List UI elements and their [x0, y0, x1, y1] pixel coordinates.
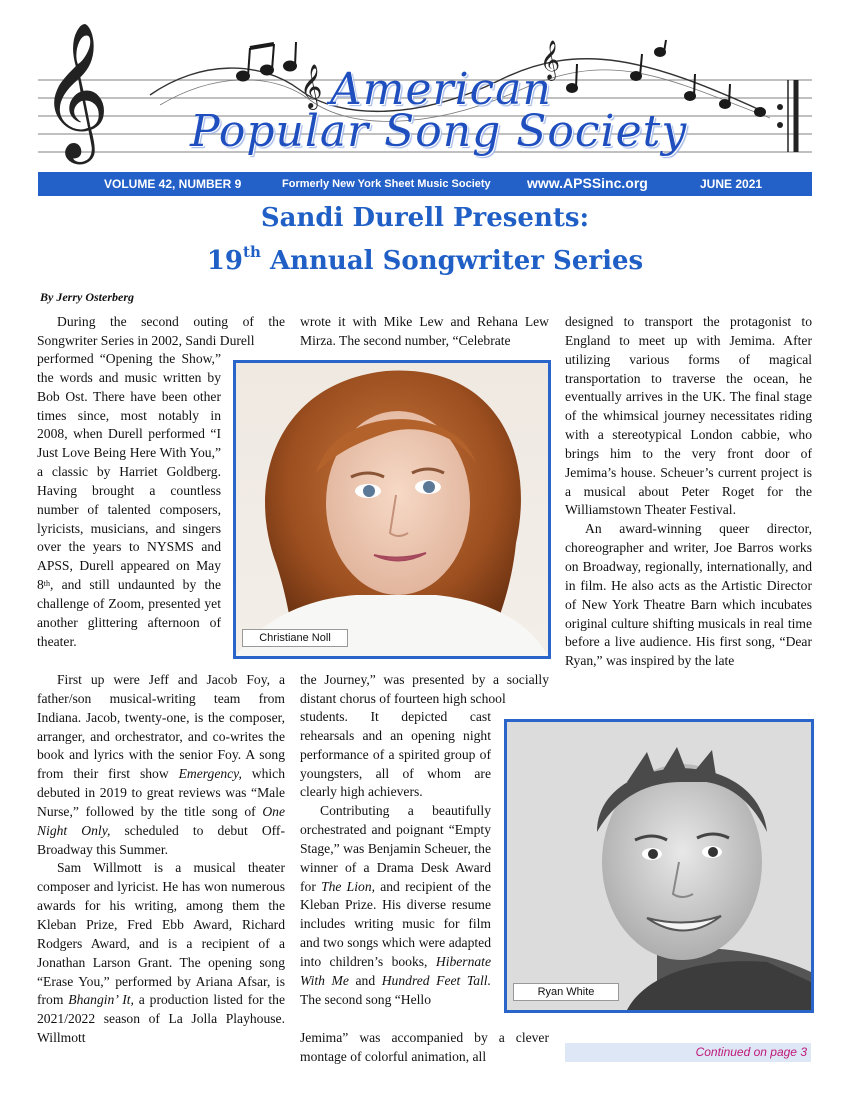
masthead-info-bar — [38, 172, 812, 196]
continued-text: Continued on page 3 — [695, 1045, 807, 1059]
photo-christiane-noll — [233, 360, 551, 659]
article-column-3: designed to transport the protagonist to England to meet up with Jemima. After utilizing various forms of magical transportation to traverse the ocean, he eventually arrives in the UK. The final stage of the whimsical journey necessitates riding with a stereotypical London cabbie, who brings him to the very front door of Jemima’s house. Scheuer’s current project is a musical about Peter Roget for the Williamstown Theater Festival. An award-winning queer director, choreographer and writer, Joe Barros works on Broadway, regionally, internationally, and in film. He also acts as the Artistic Director of New York Theatre Barn which incubates original culture shifting musicals in real time before a live audience. His first song, “Dear Ryan,” was inspired by the late — [565, 314, 812, 669]
treble-clef-icon: 𝄞 — [40, 20, 110, 158]
portrait-illustration-bw — [507, 722, 811, 1010]
article-column-1-bottom: First up were Jeff and Jacob Foy, a father/son musical-writing team from Indiana. Jacob, twenty-one, is the composer, arranger, and orchestrator, and co-writes the book and lyrics with the senior Foy. A song from their first show Emergency, which debuted in 2019 to great reviews was “Male Nurse,” followed by the title song of One Night Only, scheduled to debut Off-Broadway this Summer. Sam Willmott is a musical theater composer and lyricist. He has won numerous awards for his writing, among them the Kleban Prize, Fred Ebb Award, Richard Rodgers Award, and is a recipient of a Jonathan Larson Grant. The opening song “Erase You,” performed by Ariana Afsar, is from Bhangin’ It, a production listed for the 2021/2022 season of La Jolla Playhouse. Willmott — [37, 672, 286, 1046]
small-clef-icon-2: 𝄞 — [540, 40, 561, 80]
headline-number: 19 — [206, 246, 244, 276]
portrait-illustration — [236, 363, 548, 656]
article-column-2: students. It depicted cast rehearsals and an opening night performance of a spirited group of youngsters, all of whom are clearly high achievers. Contributing a beautifully orchestrated and poignant “Empty Stage,” was Benjamin Scheuer, the winner of a Drama Desk Award for The Lion, and recipient of the Kleban Prize. His diverse resume includes writing music for film and two songs which were adapted into children’s books, Hibernate With Me and Hundred Feet Tall. The second song “Hello — [300, 709, 491, 1007]
volume-number: VOLUME 42, NUMBER 9 — [104, 177, 242, 191]
article-column-2-mid: the Journey,” was presented by a socially distant chorus of fourteen high school — [300, 672, 549, 706]
headline-line1: Sandi Durell Presents: — [260, 203, 590, 233]
former-name: Formerly New York Sheet Music Society — [282, 178, 491, 190]
photo-ryan-white — [504, 719, 814, 1013]
caption-christiane-noll: Christiane Noll — [242, 629, 348, 647]
small-clef-icon: 𝄞 — [300, 64, 323, 108]
issue-date: JUNE 2021 — [700, 177, 763, 191]
byline: By Jerry Osterberg — [40, 290, 134, 304]
continued-link[interactable] — [565, 1043, 811, 1062]
caption-ryan-white: Ryan White — [513, 983, 619, 1001]
article-column-2-top: wrote it with Mike Lew and Rehana Lew Mirza. The second number, “Celebrate — [300, 314, 549, 348]
article-column-2-bottom: Jemima” was accompanied by a clever montage of colorful animation, all — [300, 1030, 549, 1064]
article-column-1-top: During the second outing of the Songwriter Series in 2002, Sandi Durell — [37, 314, 285, 348]
headline-line2 — [0, 243, 850, 276]
headline-rest: Annual Songwriter Series — [269, 246, 644, 276]
masthead — [0, 0, 850, 200]
website-link[interactable]: www.APSSinc.org — [527, 175, 648, 191]
article-column-1: performed “Opening the Show,” the words and music written by Bob Ost. There have been other times since, most notably in 2008, when Durell performed “I Just Love Being Here With You,” a classic by Harriet Goldberg. Having brought a countless number of talented composers, lyricists, musicians, and singers over the years to NYSMS and APSS, Durell appeared on May 8th, and still undaunted by the challenge of Zoom, presented yet another glittering afternoon of theater. — [37, 351, 221, 649]
masthead-title-line2: Popular Song Society — [190, 106, 688, 157]
masthead-title-line1: American — [330, 64, 552, 115]
headline-ordinal: th — [243, 243, 261, 261]
